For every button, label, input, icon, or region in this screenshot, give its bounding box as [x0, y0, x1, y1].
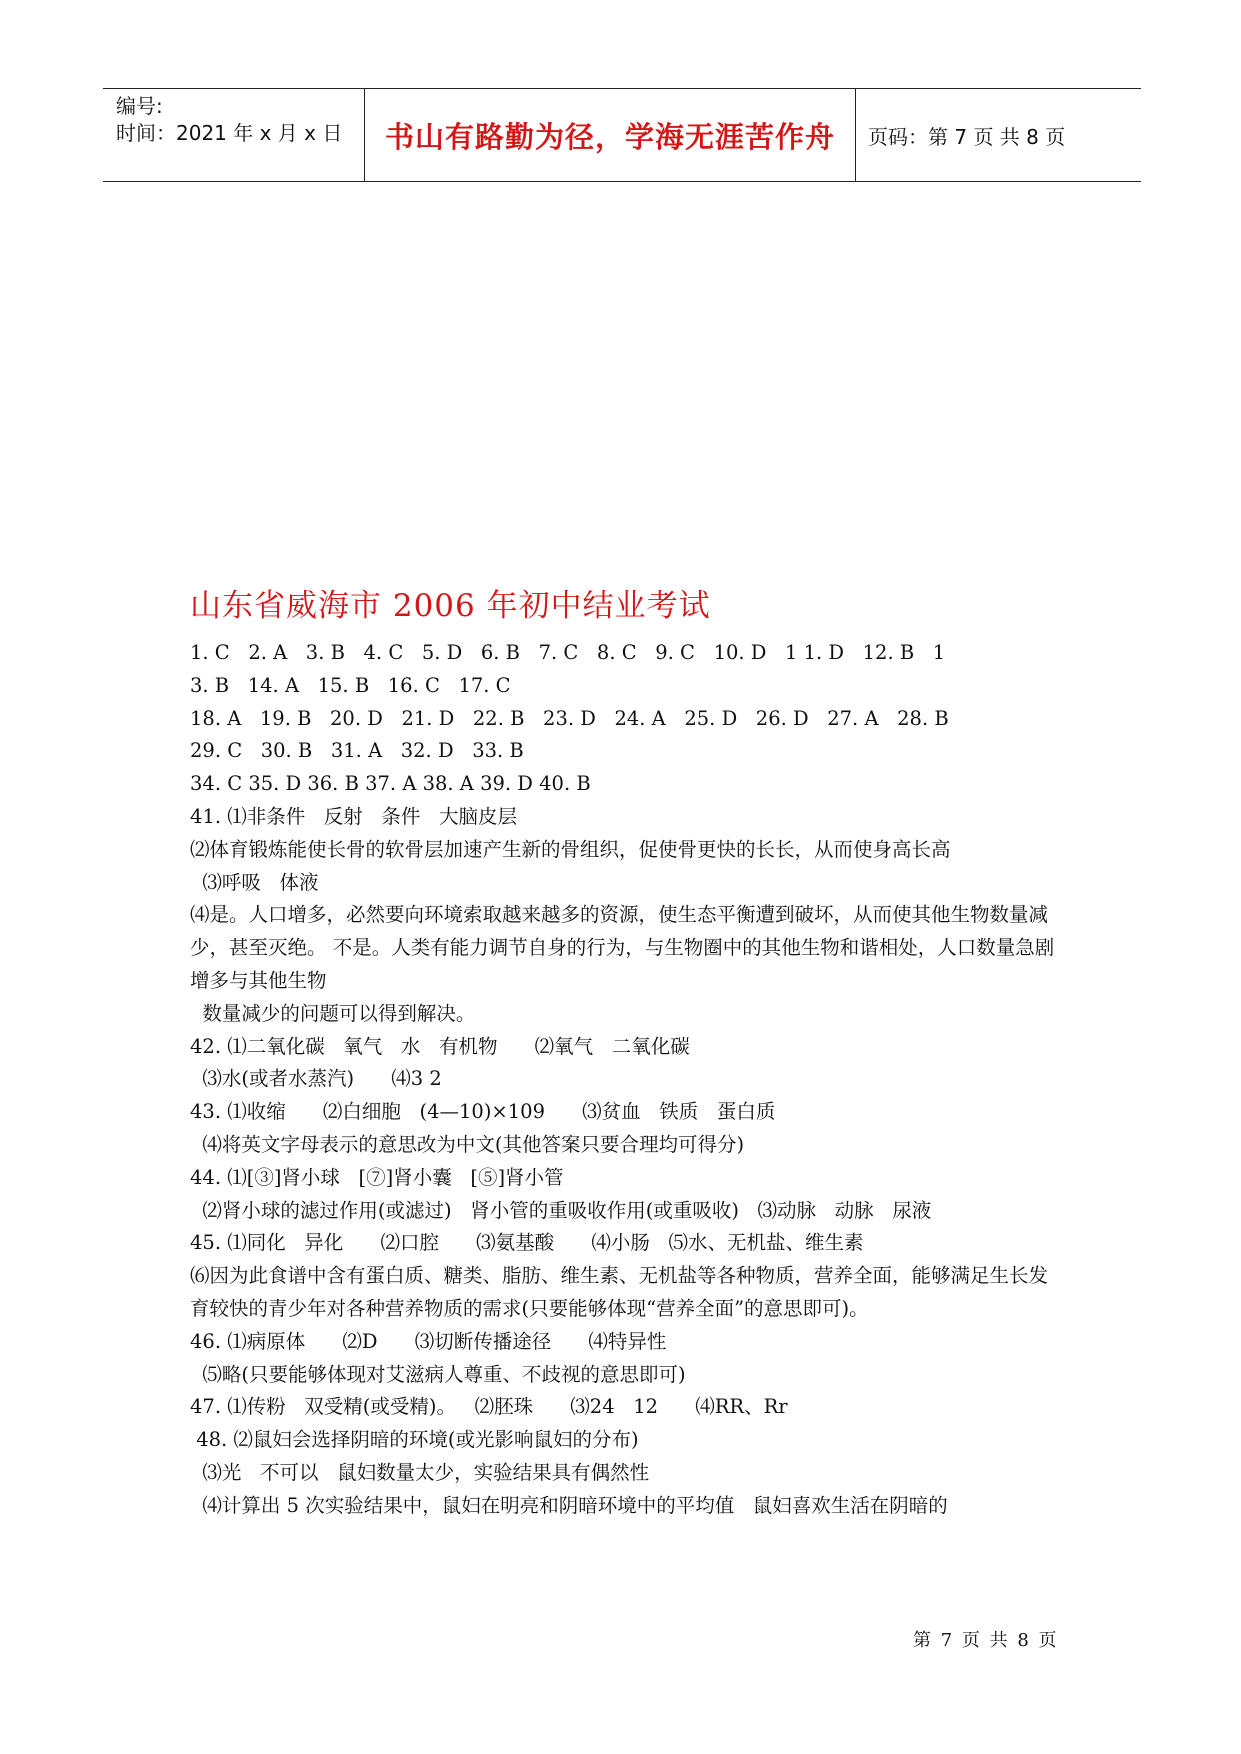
answer-line: 3. B 14. A 15. B 16. C 17. C [190, 673, 511, 697]
motto: 书山有路勤为径，学海无涯苦作舟 [384, 119, 835, 154]
answer-line: ⑵肾小球的滤过作用(或滤过) 肾小管的重吸收作用(或重吸收) ⑶动脉 动脉 尿液 [190, 1198, 932, 1222]
answer-line: 48. ⑵鼠妇会选择阴暗的环境(或光影响鼠妇的分布) [190, 1428, 639, 1452]
header-meta [103, 89, 365, 181]
number-label: 编号: [116, 94, 163, 118]
answer-line: 47. ⑴传粉 双受精(或受精)。 ⑵胚珠 ⑶24 12 ⑷RR、Rr [190, 1395, 788, 1419]
header-page-cell [856, 89, 1141, 181]
answer-line: ⑶光 不可以 鼠妇数量太少，实验结果具有偶然性 [190, 1460, 650, 1484]
page-header [103, 88, 1141, 182]
answer-line: ⑶水(或者水蒸汽) ⑷3 2 [190, 1067, 442, 1091]
answer-line: 数量减少的问题可以得到解决。 [190, 1001, 476, 1025]
answer-line: 45. ⑴同化 异化 ⑵口腔 ⑶氨基酸 ⑷小肠 ⑸水、无机盐、维生素 [190, 1231, 864, 1255]
answer-line: 46. ⑴病原体 ⑵D ⑶切断传播途径 ⑷特异性 [190, 1329, 667, 1353]
answer-line: 42. ⑴二氧化碳 氧气 水 有机物 ⑵氧气 二氧化碳 [190, 1034, 690, 1058]
answer-line: ⑶呼吸 体液 [190, 870, 319, 894]
page-label: 页码：第 7 页 共 8 页 [868, 124, 1066, 149]
answer-line: ⑹因为此食谱中含有蛋白质、糖类、脂肪、维生素、无机盐等各种物质，营养全面，能够满足生长发育较快的青少年对各种营养物质的需求(只要能够体现“营养全面”的意思即可)。 [190, 1264, 1049, 1320]
answer-line: 41. ⑴非条件 反射 条件 大脑皮层 [190, 804, 517, 828]
time-label: 时间：2021 年 x 月 x 日 [116, 121, 343, 145]
answer-line: ⑷计算出 5 次实验结果中，鼠妇在明亮和阴暗环境中的平均值 鼠妇喜欢生活在阴暗的 [190, 1493, 948, 1517]
answer-line: 34. C 35. D 36. B 37. A 38. A 39. D 40. B [190, 772, 591, 796]
document-title: 山东省威海市 2006 年初中结业考试 [190, 588, 711, 624]
header-motto-cell [365, 89, 856, 181]
answer-line: ⑷是。人口增多，必然要向环境索取越来越多的资源，使生态平衡遭到破坏，从而使其他生物数量减少，甚至灭绝。 不是。人类有能力调节自身的行为，与生物圈中的其他生物和谐相处，人口数量急剧增多与其他生物 [190, 903, 1055, 992]
answer-line: 29. C 30. B 31. A 32. D 33. B [190, 739, 524, 763]
answer-line: 43. ⑴收缩 ⑵白细胞 (4—10)×109 ⑶贫血 铁质 蛋白质 [190, 1100, 776, 1124]
answer-line: ⑷将英文字母表示的意思改为中文(其他答案只要合理均可得分) [190, 1132, 745, 1156]
answer-body [190, 637, 1060, 1523]
answer-line: 44. ⑴[③]肾小球 [⑦]肾小囊 [⑤]肾小管 [190, 1165, 564, 1189]
answer-line: 1. C 2. A 3. B 4. C 5. D 6. B 7. C 8. C 9. C 10. D 1 1. D 12. B 1 [190, 641, 946, 664]
answer-line: ⑸略(只要能够体现对艾滋病人尊重、不歧视的意思即可) [190, 1362, 686, 1386]
page-footer: 第 7 页 共 8 页 [913, 1630, 1059, 1651]
answer-line: 18. A 19. B 20. D 21. D 22. B 23. D 24. A 25. D 26. D 27. A 28. B [190, 706, 949, 730]
answer-line: ⑵体育锻炼能使长骨的软骨层加速产生新的骨组织，促使骨更快的长长，从而使身高长高 [190, 837, 951, 861]
